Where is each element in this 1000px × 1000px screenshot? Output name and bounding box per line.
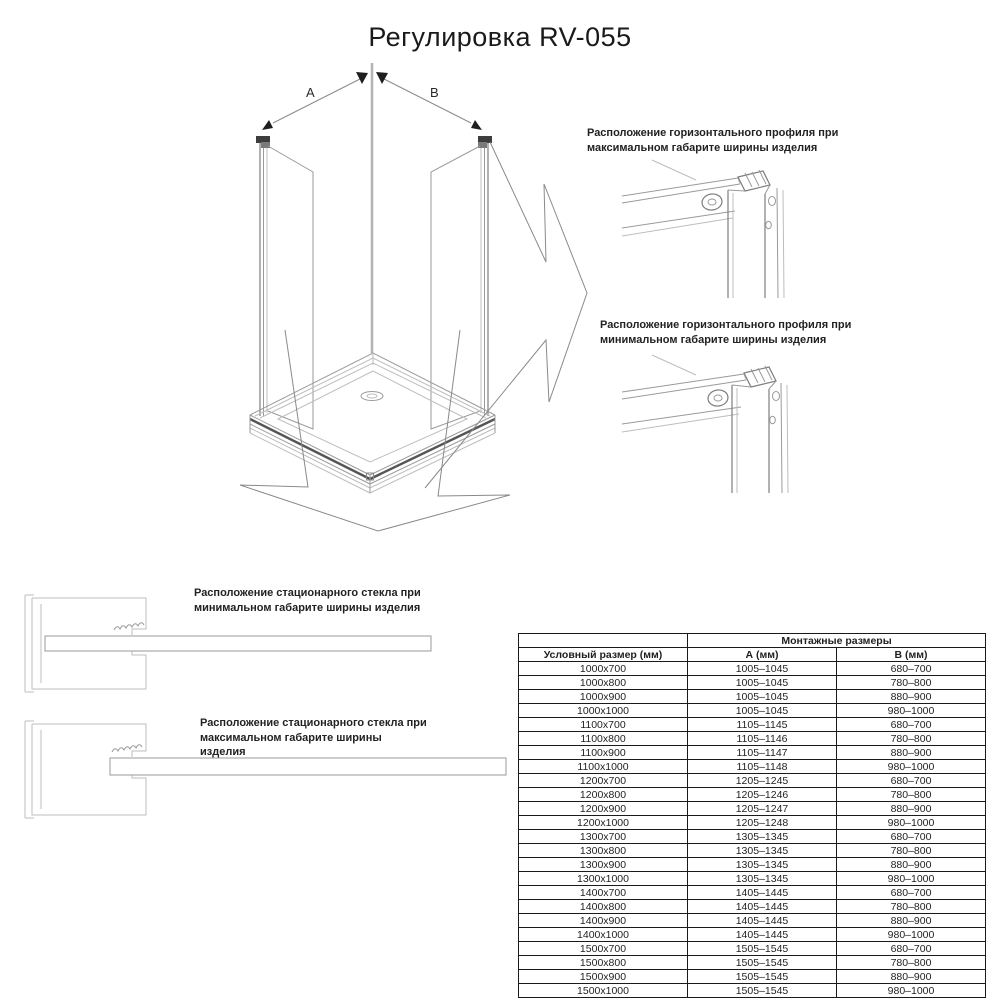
table-cell: 680–700 [837, 774, 986, 788]
table-row [519, 844, 986, 858]
table-row [519, 774, 986, 788]
table-cell: 1305–1345 [688, 830, 837, 844]
table-cell: 680–700 [837, 886, 986, 900]
column-header-size: Условный размер (мм) [519, 648, 688, 662]
table-cell: 1000x700 [519, 662, 688, 676]
table-cell: 1505–1545 [688, 942, 837, 956]
table-row [519, 788, 986, 802]
table-cell: 1105–1146 [688, 732, 837, 746]
table-cell: 880–900 [837, 914, 986, 928]
table-cell: 1205–1247 [688, 802, 837, 816]
table-cell: 1000x900 [519, 690, 688, 704]
table-cell: 1400x700 [519, 886, 688, 900]
screw-head [707, 389, 729, 408]
table-row [519, 900, 986, 914]
table-row [519, 704, 986, 718]
column-header-b: В (мм) [837, 648, 986, 662]
table-cell: 1200x900 [519, 802, 688, 816]
table-cell: 1200x700 [519, 774, 688, 788]
table-row [519, 690, 986, 704]
top-bracket [478, 136, 492, 143]
table-cell: 680–700 [837, 662, 986, 676]
screw-hole [773, 392, 780, 401]
table-cell: 980–1000 [837, 872, 986, 886]
screw-hole [770, 416, 776, 424]
table-cell: 1000x1000 [519, 704, 688, 718]
table-cell: 1400x1000 [519, 928, 688, 942]
table-cell: 1105–1148 [688, 760, 837, 774]
group-header-cell: Монтажные размеры [688, 634, 986, 648]
table-cell: 1500x700 [519, 942, 688, 956]
page-title: Регулировка RV-055 [368, 22, 632, 52]
table-cell: 1305–1345 [688, 844, 837, 858]
table-cell: 1505–1545 [688, 984, 837, 998]
table-row [519, 746, 986, 760]
column-header-a: А (мм) [688, 648, 837, 662]
empty-header-cell [519, 634, 688, 648]
table-cell: 880–900 [837, 690, 986, 704]
table-cell: 980–1000 [837, 816, 986, 830]
table-cell: 1405–1445 [688, 886, 837, 900]
screw-head [701, 193, 723, 212]
table-cell: 1200x1000 [519, 816, 688, 830]
table-cell: 1500x900 [519, 970, 688, 984]
table-cell: 1500x1000 [519, 984, 688, 998]
callout-stationary-glass-max: Расположение стационарного стекла при максимальном габарите ширины изделия [200, 717, 427, 758]
glass-panel [45, 636, 431, 651]
table-cell: 1005–1045 [688, 676, 837, 690]
table-cell: 1300x900 [519, 858, 688, 872]
vertical-profile [732, 381, 776, 493]
table-cell: 1300x800 [519, 844, 688, 858]
table-row [519, 928, 986, 942]
dimension-a-arrow [262, 72, 368, 130]
table-cell: 1405–1445 [688, 914, 837, 928]
table-cell: 1000x800 [519, 676, 688, 690]
table-cell: 1100x1000 [519, 760, 688, 774]
table-cell: 1305–1345 [688, 858, 837, 872]
table-cell: 880–900 [837, 858, 986, 872]
table-cell: 1400x800 [519, 900, 688, 914]
table-cell: 980–1000 [837, 760, 986, 774]
table-cell: 1100x900 [519, 746, 688, 760]
table-cell: 780–800 [837, 956, 986, 970]
table-group-header-row [519, 634, 986, 648]
table-cell: 1300x1000 [519, 872, 688, 886]
detail-horizontal-profile-max [622, 158, 872, 298]
table-cell: 1100x800 [519, 732, 688, 746]
table-cell: 780–800 [837, 844, 986, 858]
table-row [519, 732, 986, 746]
table-cell: 1405–1445 [688, 900, 837, 914]
callout-horizontal-profile-max: Расположение горизонтального профиля при максимальном габарите ширины изделия [587, 127, 839, 154]
dimension-b-label: В [430, 85, 439, 100]
table-row [519, 760, 986, 774]
table-cell: 1505–1545 [688, 956, 837, 970]
glass-panel [110, 758, 506, 775]
wall-strip [766, 188, 784, 298]
shower-tray [250, 353, 495, 493]
mounting-dimensions-table [518, 633, 986, 998]
table-cell: 980–1000 [837, 984, 986, 998]
table-cell: 1100x700 [519, 718, 688, 732]
connector-block [738, 170, 770, 191]
table-cell: 1300x700 [519, 830, 688, 844]
table-row [519, 970, 986, 984]
table-cell: 980–1000 [837, 928, 986, 942]
table-cell: 1005–1045 [688, 704, 837, 718]
table-row [519, 956, 986, 970]
top-bracket [256, 136, 270, 143]
table-cell: 1405–1445 [688, 928, 837, 942]
table-row [519, 816, 986, 830]
table-row [519, 942, 986, 956]
table-cell: 1305–1345 [688, 872, 837, 886]
table-row [519, 676, 986, 690]
table-cell: 680–700 [837, 830, 986, 844]
table-row [519, 872, 986, 886]
screw-hole [769, 197, 776, 206]
table-cell: 1400x900 [519, 914, 688, 928]
table-cell: 680–700 [837, 942, 986, 956]
table-cell: 780–800 [837, 676, 986, 690]
table-cell: 780–800 [837, 900, 986, 914]
table-cell: 1205–1245 [688, 774, 837, 788]
table-row [519, 802, 986, 816]
table-cell: 780–800 [837, 732, 986, 746]
table-cell: 880–900 [837, 802, 986, 816]
right-zigzag-arrow [425, 142, 587, 488]
table-cell: 1105–1147 [688, 746, 837, 760]
right-wall-profile [478, 136, 492, 416]
table-cell: 1205–1246 [688, 788, 837, 802]
table-cell: 1200x800 [519, 788, 688, 802]
table-cell: 1505–1545 [688, 970, 837, 984]
table-cell: 880–900 [837, 746, 986, 760]
table-row [519, 984, 986, 998]
section-stationary-glass-max [18, 718, 518, 823]
section-stationary-glass-min [18, 592, 448, 697]
table-cell: 1105–1145 [688, 718, 837, 732]
table-row [519, 914, 986, 928]
table-cell: 1500x800 [519, 956, 688, 970]
table-row [519, 886, 986, 900]
table-row [519, 858, 986, 872]
table-body [519, 634, 986, 998]
horizontal-profile [622, 366, 776, 432]
table-cell: 780–800 [837, 788, 986, 802]
table-header-row [519, 648, 986, 662]
callout-leader-line [652, 355, 696, 375]
callout-leader-line [652, 160, 696, 180]
table-row [519, 662, 986, 676]
table-row [519, 718, 986, 732]
dimension-b-arrow [376, 72, 482, 130]
detail-horizontal-profile-min [622, 353, 872, 493]
connector-block [744, 366, 776, 387]
isometric-shower-drawing [180, 55, 600, 540]
screw-hole [766, 221, 772, 229]
table-cell: 1005–1045 [688, 690, 837, 704]
wall-strip [770, 383, 788, 493]
table-cell: 1205–1248 [688, 816, 837, 830]
table-cell: 880–900 [837, 970, 986, 984]
table-cell: 980–1000 [837, 704, 986, 718]
left-wall-profile [256, 136, 270, 416]
table-row [519, 830, 986, 844]
dimension-a-label: А [306, 85, 315, 100]
vertical-profile [728, 185, 770, 298]
callout-stationary-glass-min: Расположение стационарного стекла при минимальном габарите ширины изделия [194, 587, 421, 614]
table-cell: 680–700 [837, 718, 986, 732]
table-cell: 1005–1045 [688, 662, 837, 676]
drain [361, 392, 383, 401]
callout-horizontal-profile-min: Расположение горизонтального профиля при минимальном габарите ширины изделия [600, 319, 852, 346]
